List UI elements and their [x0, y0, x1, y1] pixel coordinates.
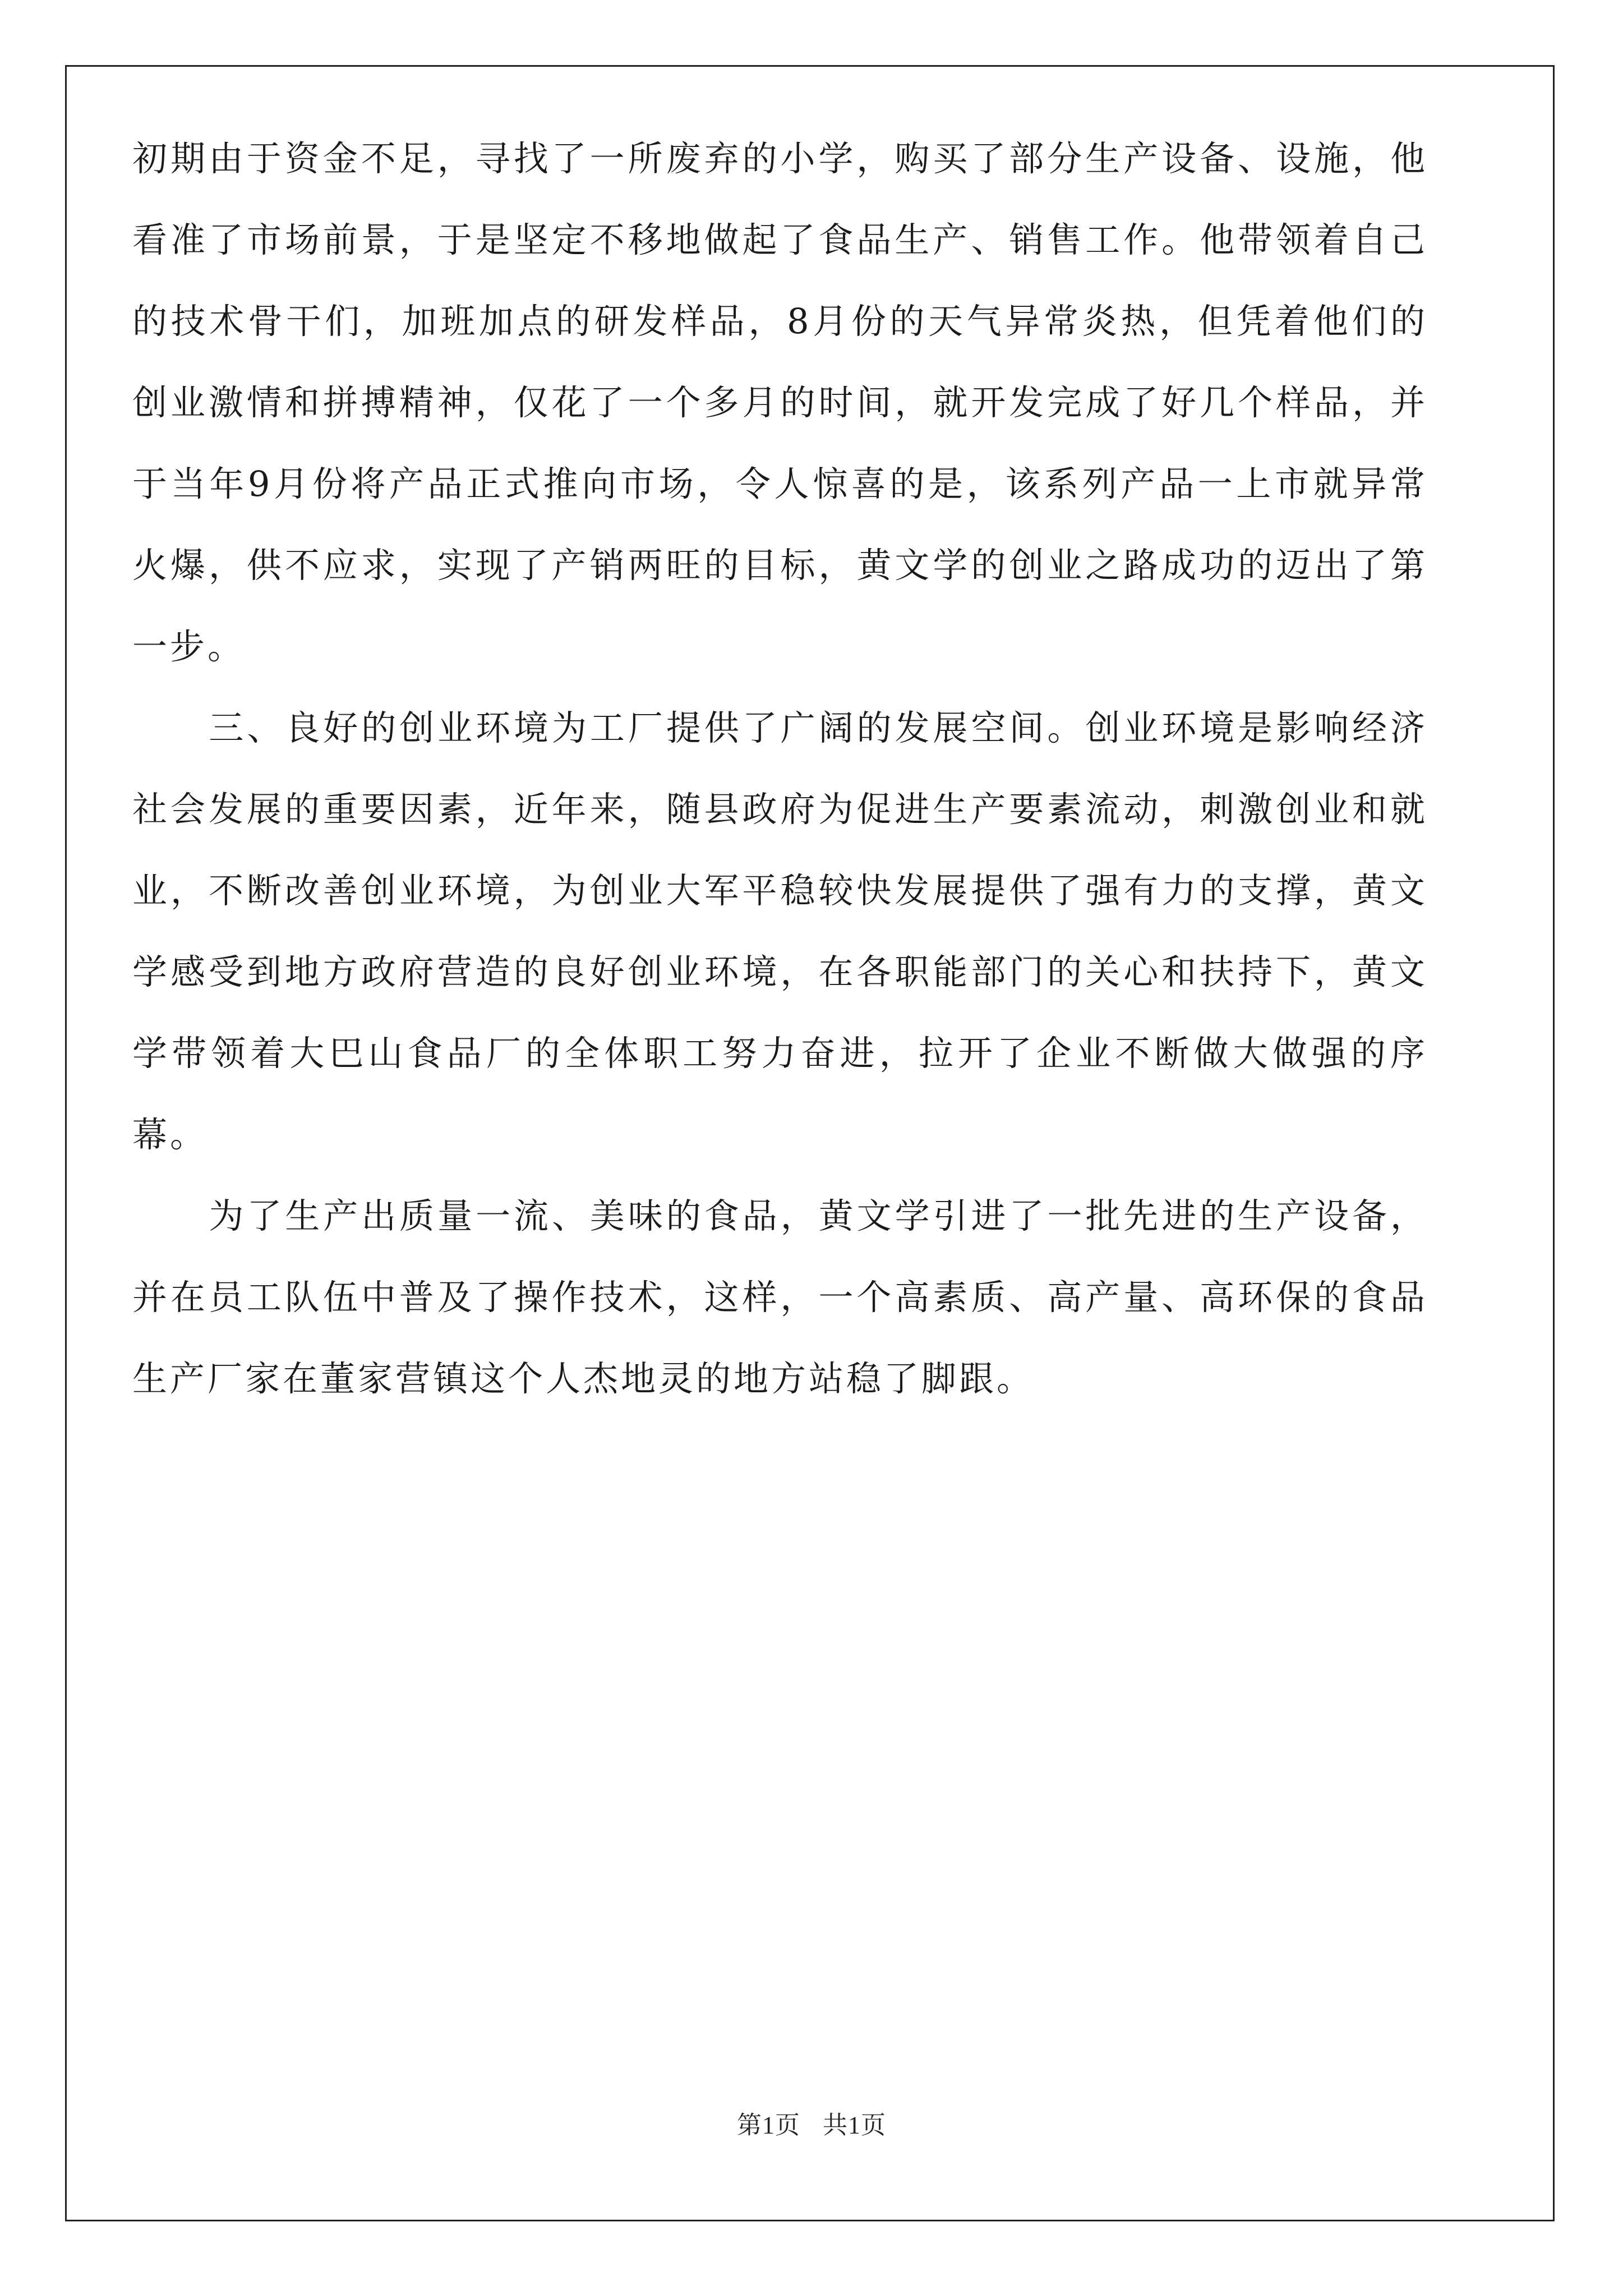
paragraph-3: 为了生产出质量一流、美味的食品，黄文学引进了一批先进的生产设备，并在员工队伍中普及了操作技术，这样，一个高素质、高产量、高环保的食品生产厂家在董家营镇这个人杰地灵的地方站稳了脚跟。: [132, 1195, 1428, 1399]
page-total: 共1页: [823, 2111, 886, 2139]
document-body: [132, 118, 1428, 1419]
paragraph-1: 初期由于资金不足，寻找了一所废弃的小学，购买了部分生产设备、设施，他看准了市场前景，于是坚定不移地做起了食品生产、销售工作。他带领着自己的技术骨干们，加班加点的研发样品，8月份的天气异常炎热，但凭着他们的创业激情和拼搏精神，仅花了一个多月的时间，就开发完成了好几个样品，并于当年9月份将产品正式推向市场，令人惊喜的是，该系列产品一上市就异常火爆，供不应求，实现了产销两旺的目标，黄文学的创业之路成功的迈出了第一步。: [132, 138, 1428, 667]
page-number: 第1页: [737, 2111, 800, 2139]
page-footer: [0, 2105, 1623, 2141]
paragraph-2: 三、良好的创业环境为工厂提供了广阔的发展空间。创业环境是影响经济社会发展的重要因素，近年来，随县政府为促进生产要素流动，刺激创业和就业，不断改善创业环境，为创业大军平稳较快发展提供了强有力的支撑，黄文学感受到地方政府营造的良好创业环境，在各职能部门的关心和扶持下，黄文学带领着大巴山食品厂的全体职工努力奋进，拉开了企业不断做大做强的序幕。: [132, 707, 1428, 1155]
